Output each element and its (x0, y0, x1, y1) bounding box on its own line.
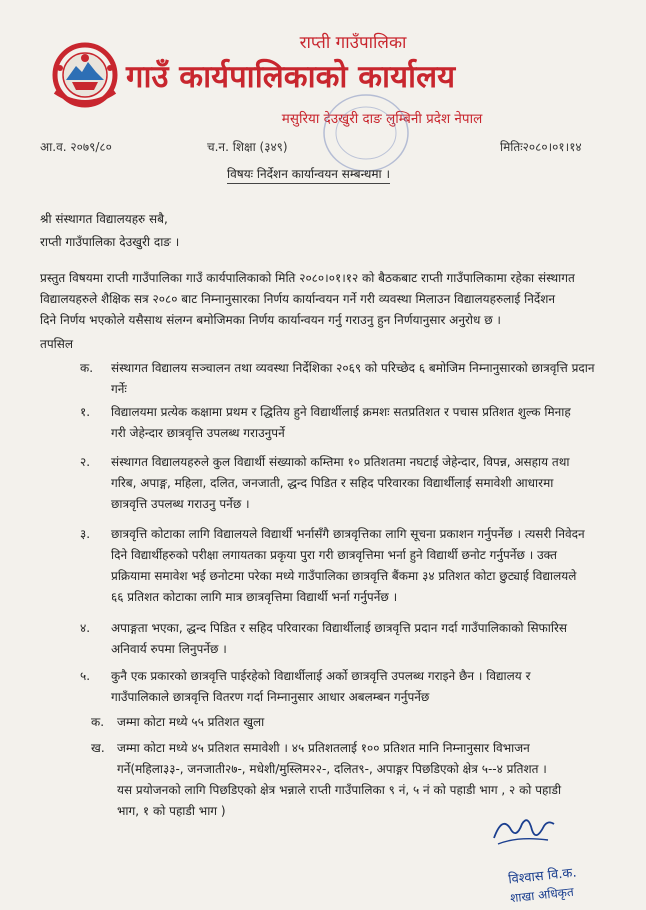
sub-item-number: ख. (91, 741, 105, 755)
sub-item-line: जम्मा कोटा मध्ये ५५ प्रतिशत खुला (117, 715, 265, 729)
sub-item-line: यस प्रयोजनको लागि पिछडिएको क्षेत्र भन्नाले राप्ती गाउँपालिका ९ नं, ५ नं को पहाडी भाग , २ को पहाडी (117, 783, 562, 797)
item-line: ६६ प्रतिशत कोटाका लागि मात्र छात्रवृत्तिमा विद्यार्थी भर्ना गर्नुपर्नेछ । (111, 590, 398, 604)
item-line: गरिब, अपाङ्ग, महिला, दलित, जनजाती, द्धन्द पिडित र सहिद परिवारका विद्यार्थीलाई समावेशी आधारमा (111, 476, 554, 490)
item-number: ३. (80, 527, 91, 541)
item-line: विद्यालयमा प्रत्येक कक्षामा प्रथम र द्धितिय हुने विद्यार्थीलाई क्रमशः सतप्रतिशत र पचास प्रतिशत शुल्क मिनाह (111, 405, 571, 419)
list-item (80, 358, 610, 402)
sub-item-number: क. (91, 715, 105, 729)
signatory-title: शाखा अधिकृत (509, 884, 575, 906)
sub-item-line: जम्मा कोटा मध्ये ४५ प्रतिशत समावेशी । ४५ प्रतिशतलाई १०० प्रतिशत मानि निम्नानुसार विभाजन (117, 741, 530, 755)
item-line: गाउँपालिकाले छात्रवृत्ति वितरण गर्दा निम्नानुसार आधार अबलम्बन गर्नुपर्नेछ (111, 690, 430, 704)
addressee-line-2: राप्ती गाउँपालिका देउखुरी दाङ । (40, 235, 180, 249)
signatory-name: विश्वास वि.क. (507, 865, 578, 888)
handwritten-signature-icon (488, 810, 558, 850)
item-line: संस्थागत विद्यालयहरुले कुल विद्यार्थी संख्याको कम्तिमा १० प्रतिशतमा नघटाई जेहेन्दार, विपन्न, असहाय तथा (111, 455, 570, 469)
item-number: ४. (80, 621, 91, 635)
item-line: कुनै एक प्रकारको छात्रवृत्ति पाईरहेको विद्यार्थीलाई अर्को छात्रवृत्ति उपलब्ध गराइने छैन । विद्यालय र (111, 669, 531, 683)
item-line: गर्नेः (111, 382, 127, 396)
item-line: संस्थागत विद्यालय सञ्चालन तथा व्यवस्था निर्देशिका २०६९ को परिच्छेद ६ बमोजिम निम्नानुसारको छात्रवृत्ति प्रदान (111, 361, 595, 375)
sub-item-line: गर्ने(महिला३३-, जनजाती२७-, मधेशी/मुस्लिम२२-, दलित९-, अपाङ्गर पिछडिएको क्षेत्र ५--४ प्रतिशत । (117, 762, 547, 776)
details-label: तपसिल (40, 337, 74, 351)
addressee-line-1: श्री संस्थागत विद्यालयहरु सबै, (40, 212, 168, 226)
letter-date: मितिः२०८०।०१।१४ (500, 140, 582, 154)
sub-list-item (91, 712, 610, 734)
item-number: ५. (80, 669, 91, 683)
dispatch-number: च.न. शिक्षा (३४९) (207, 140, 288, 154)
item-line: प्रक्रियामा समावेश भई छनोटमा परेका मध्ये गाउँपालिका छात्रवृत्ति बैंकमा ३४ प्रतिशत कोटा छुट्याई विद्यालयले (111, 569, 577, 583)
item-line: छात्रवृत्ति कोटाका लागि विद्यालयले विद्यार्थी भर्नासँगै छात्रवृत्तिका लागि सूचना प्रकाशन गर्नुपर्नेछ । त्यसरी निवेदन (111, 527, 585, 541)
intro-paragraph (40, 268, 610, 331)
item-line: अपाङ्गता भएका, द्धन्द पिडित र सहिद परिवारका विद्यार्थीलाई छात्रवृत्ति प्रदान गर्दा गाउँपालिकाको सिफारिस (111, 621, 568, 635)
intro-line: विद्यालयहरुले शैक्षिक सत्र २०८० बाट निम्नानुसारका निर्णय कार्यान्वयन गर्ने गरी व्यवस्था मिलाउन विद्यालयहरुलाई निर्देशन (40, 292, 556, 306)
fiscal-year: आ.व. २०७९/८० (40, 140, 112, 154)
intro-line: दिने निर्णय भएकोले यसैसाथ संलग्न बमोजिमका निर्णय कार्यान्वयन गर्नु गराउनु हुन निर्णयानुसार अनुरोध छ । (40, 313, 501, 327)
list-item (80, 402, 610, 446)
item-number: क. (80, 361, 94, 375)
list-item (80, 666, 610, 710)
item-number: २. (80, 455, 91, 469)
list-item (80, 524, 610, 612)
letter-subject: विषयः निर्देशन कार्यान्वयन सम्बन्धमा । (227, 165, 390, 184)
item-line: अनिवार्य रुपमा लिनुपर्नेछ । (111, 642, 227, 656)
item-line: गरी जेहेन्दार छात्रवृत्ति उपलब्ध गराउनुपर्ने (111, 426, 285, 440)
municipality-name: राप्ती गाउँपालिका (299, 33, 407, 53)
list-item (80, 452, 610, 518)
intro-line: प्रस्तुत विषयमा राप्ती गाउँपालिका गाउँ कार्यपालिकाको मिति २०८०।०१।१२ को बैठकबाट राप्ती गाउँपालिकामा रहेका संस्थागत (40, 271, 575, 285)
office-title: गाउँ कार्यपालिकाको कार्यालय (126, 59, 456, 95)
office-address: मसुरिया देउखुरी दाङ लुम्बिनी प्रदेश नेपाल (281, 111, 483, 127)
item-line: छात्रवृत्ति उपलब्ध गराउनु पर्नेछ । (111, 497, 250, 511)
sub-item-line: भाग, १ को पहाडी भाग ) (117, 804, 226, 818)
item-line: दिने विद्यार्थीहरुको परीक्षा लगायतका प्रकृया पुरा गरी छात्रवृत्तिमा भर्ना हुने विद्यार्थी छनोट गर्नुपर्नेछ । उक्त (111, 548, 557, 562)
list-item (80, 618, 610, 662)
item-number: १. (80, 405, 91, 419)
